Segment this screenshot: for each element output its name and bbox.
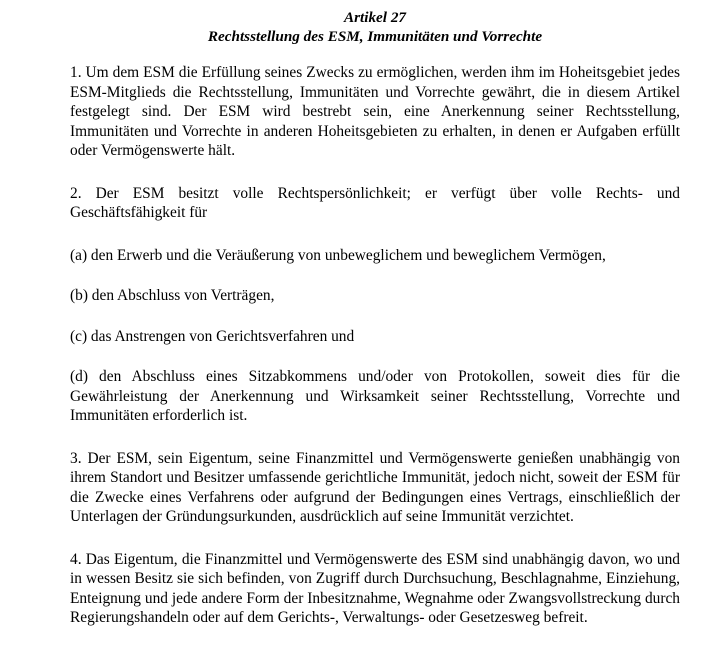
paragraph-1: 1. Um dem ESM die Erfüllung seines Zwecks zu ermöglichen, werden ihm im Hoheitsgebiet jedes ESM-Mitglieds die Rechtsstellung, Immunitäten und Vorrechte gewährt, die in diesem Artikel festgelegt sind. Der ESM wird bestrebt sein, eine Anerkennung seiner Rechtsstellung, Immunitäten und Vorrechte in anderen Hoheitsgebieten zu erhalten, in denen er Aufgaben erfüllt oder Vermögenswerte hält. xyxy=(70,64,680,159)
item-b: (b) den Abschluss von Verträgen, xyxy=(70,287,275,304)
article-heading xyxy=(70,8,680,46)
item-d: (d) den Abschluss eines Sitzabkommens und/oder von Protokollen, soweit dies für die Gewährleistung der Anerkennung und Wirksamkeit seiner Rechtsstellung, Vorrechte und Immunitäten erforderlich ist. xyxy=(70,368,680,424)
article-title: Rechtsstellung des ESM, Immunitäten und Vorrechte xyxy=(207,28,543,45)
item-c: (c) das Anstrengen von Gerichtsverfahren und xyxy=(70,327,355,345)
document-page xyxy=(70,8,680,651)
paragraph-3: 3. Der ESM, sein Eigentum, seine Finanzmittel und Vermögenswerte genießen unabhängig von ihrem Standort und Besitzer umfassende gerichtliche Immunität, jedoch nicht, soweit der ESM für die Zwecke eines Verfahrens oder aufgrund der Bedingungen eines Vertrags, einschließlich der Unterlagen der Gründungsurkunden, ausdrücklich auf seine Immunität verzichtet. xyxy=(70,449,680,525)
paragraph-4: 4. Das Eigentum, die Finanzmittel und Vermögenswerte des ESM sind unabhängig davon, wo und in wessen Besitz sie sich befinden, von Zugriff durch Durchsuchung, Beschlagnahme, Einziehung, Enteignung und jede andere Form der Inbesitznahme, Wegnahme oder Zwangsvollstreckung durch Regierungshandeln oder auf dem Gerichts-, Verwaltungs- oder Gesetzesweg befreit. xyxy=(70,550,680,626)
article-number: Artikel 27 xyxy=(343,9,407,26)
paragraph-2: 2. Der ESM besitzt volle Rechtspersönlichkeit; er verfügt über volle Rechts- und Geschäftsfähigkeit für xyxy=(70,184,680,221)
item-a: (a) den Erwerb und die Veräußerung von unbeweglichem und beweglichem Vermögen, xyxy=(70,246,606,264)
